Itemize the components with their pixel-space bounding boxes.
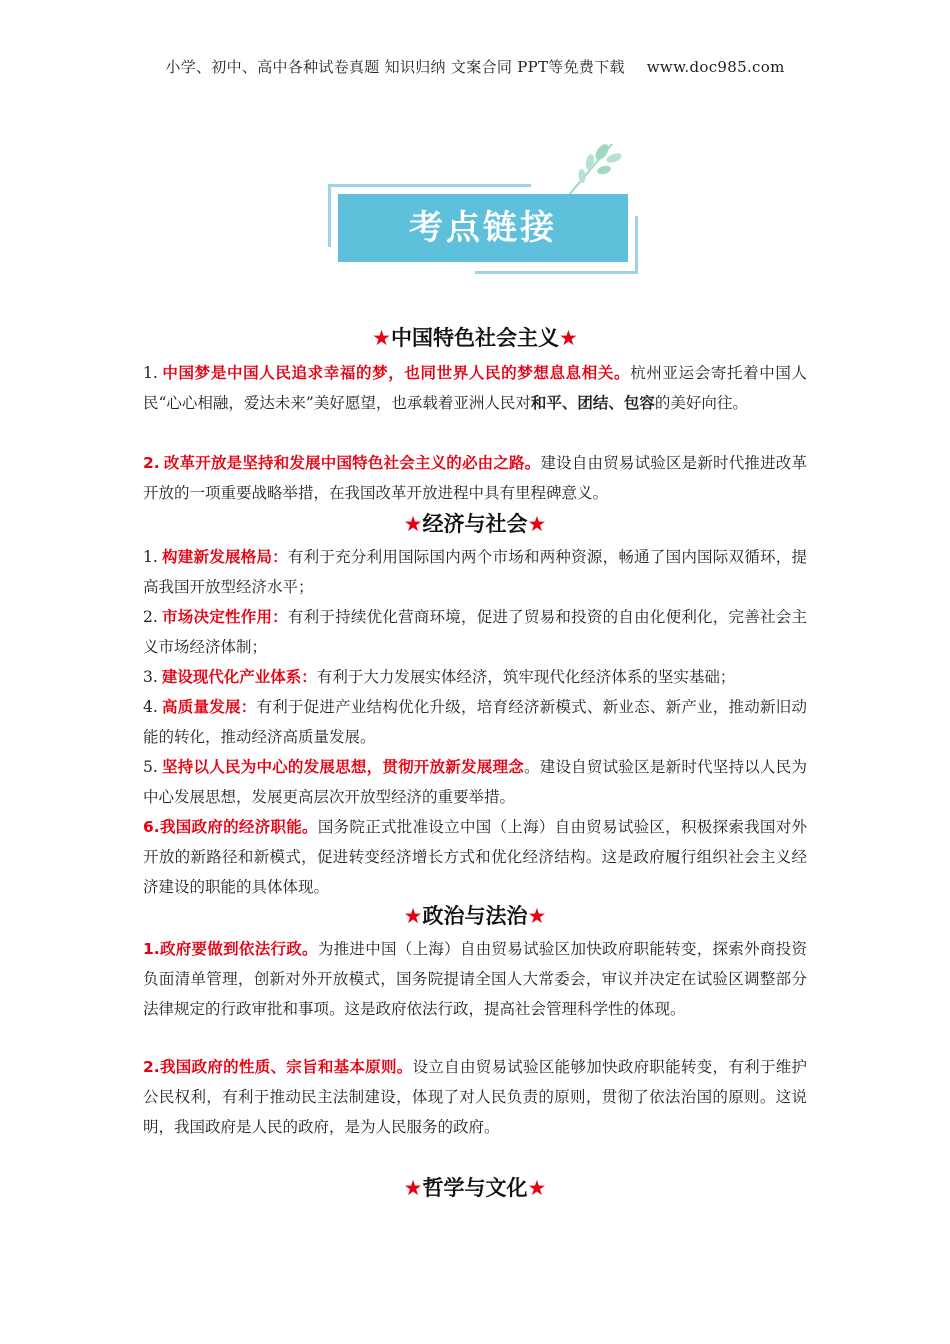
star-icon: ★ <box>372 326 391 350</box>
page-header <box>0 56 950 77</box>
star-icon: ★ <box>527 904 547 928</box>
paragraph: 1. 构建新发展格局：有利于充分利用国际国内两个市场和两种资源，畅通了国内国际双循环，提高我国开放型经济水平； <box>143 548 807 596</box>
star-icon: ★ <box>527 1176 547 1200</box>
paragraph: 2.我国政府的性质、宗旨和基本原则。设立自由贸易试验区能够加快政府职能转变，有利于维护公民权利，有利于推动民主法制建设，体现了对人民负责的原则，贯彻了依法治国的原则。这说明，我国政府是人民的政府，是为人民服务的政府。 <box>143 1058 807 1136</box>
star-icon: ★ <box>403 1176 423 1200</box>
header-site-link[interactable]: www.doc985.com <box>646 58 785 76</box>
section-banner <box>328 184 638 274</box>
star-icon: ★ <box>403 512 423 536</box>
star-icon: ★ <box>527 512 547 536</box>
section-title-politics: ★政治与法治★ <box>403 904 547 928</box>
banner-title: 考点链接 <box>338 194 628 262</box>
paragraph: 4. 高质量发展：有利于促进产业结构优化升级，培育经济新模式、新业态、新产业，推动新旧动能的转化，推动经济高质量发展。 <box>143 698 807 746</box>
paragraph: 2. 市场决定性作用：有利于持续优化营商环境，促进了贸易和投资的自由化便利化，完善社会主义市场经济体制； <box>143 608 807 656</box>
paragraph: 5. 坚持以人民为中心的发展思想，贯彻开放新发展理念。建设自贸试验区是新时代坚持以人民为中心发展思想，发展更高层次开放型经济的重要举措。 <box>143 758 807 806</box>
paragraph: 2. 改革开放是坚持和发展中国特色社会主义的必由之路。建设自由贸易试验区是新时代推进改革开放的一项重要战略举措，在我国改革开放进程中具有里程碑意义。 <box>143 454 807 502</box>
section-title-philosophy: ★哲学与文化★ <box>403 1176 547 1200</box>
star-icon: ★ <box>403 904 423 928</box>
section-title-socialism: ★中国特色社会主义★ <box>372 326 578 350</box>
paragraph: 6.我国政府的经济职能。国务院正式批准设立中国（上海）自由贸易试验区，积极探索我国对外开放的新路径和新模式，促进转变经济增长方式和优化经济结构。这是政府履行组织社会主义经济建设的职能的具体体现。 <box>143 818 807 896</box>
header-text: 小学、初中、高中各种试卷真题 知识归纳 文案合同 PPT等免费下载 <box>165 58 625 76</box>
star-icon: ★ <box>559 326 578 350</box>
section-title-economy: ★经济与社会★ <box>403 512 547 536</box>
paragraph: 1.政府要做到依法行政。为推进中国（上海）自由贸易试验区加快政府职能转变，探索外商投资负面清单管理，创新对外开放模式，国务院提请全国人大常委会，审议并决定在试验区调整部分法律规定的行政审批和事项。这是政府依法行政，提高社会管理科学性的体现。 <box>143 940 807 1018</box>
paragraph: 3. 建设现代化产业体系：有利于大力发展实体经济，筑牢现代化经济体系的坚实基础； <box>143 668 736 686</box>
paragraph: 1. 中国梦是中国人民追求幸福的梦，也同世界人民的梦想息息相关。杭州亚运会寄托着中国人民“心心相融，爱达未来”美好愿望，也承载着亚洲人民对和平、团结、包容的美好向往。 <box>143 364 807 412</box>
